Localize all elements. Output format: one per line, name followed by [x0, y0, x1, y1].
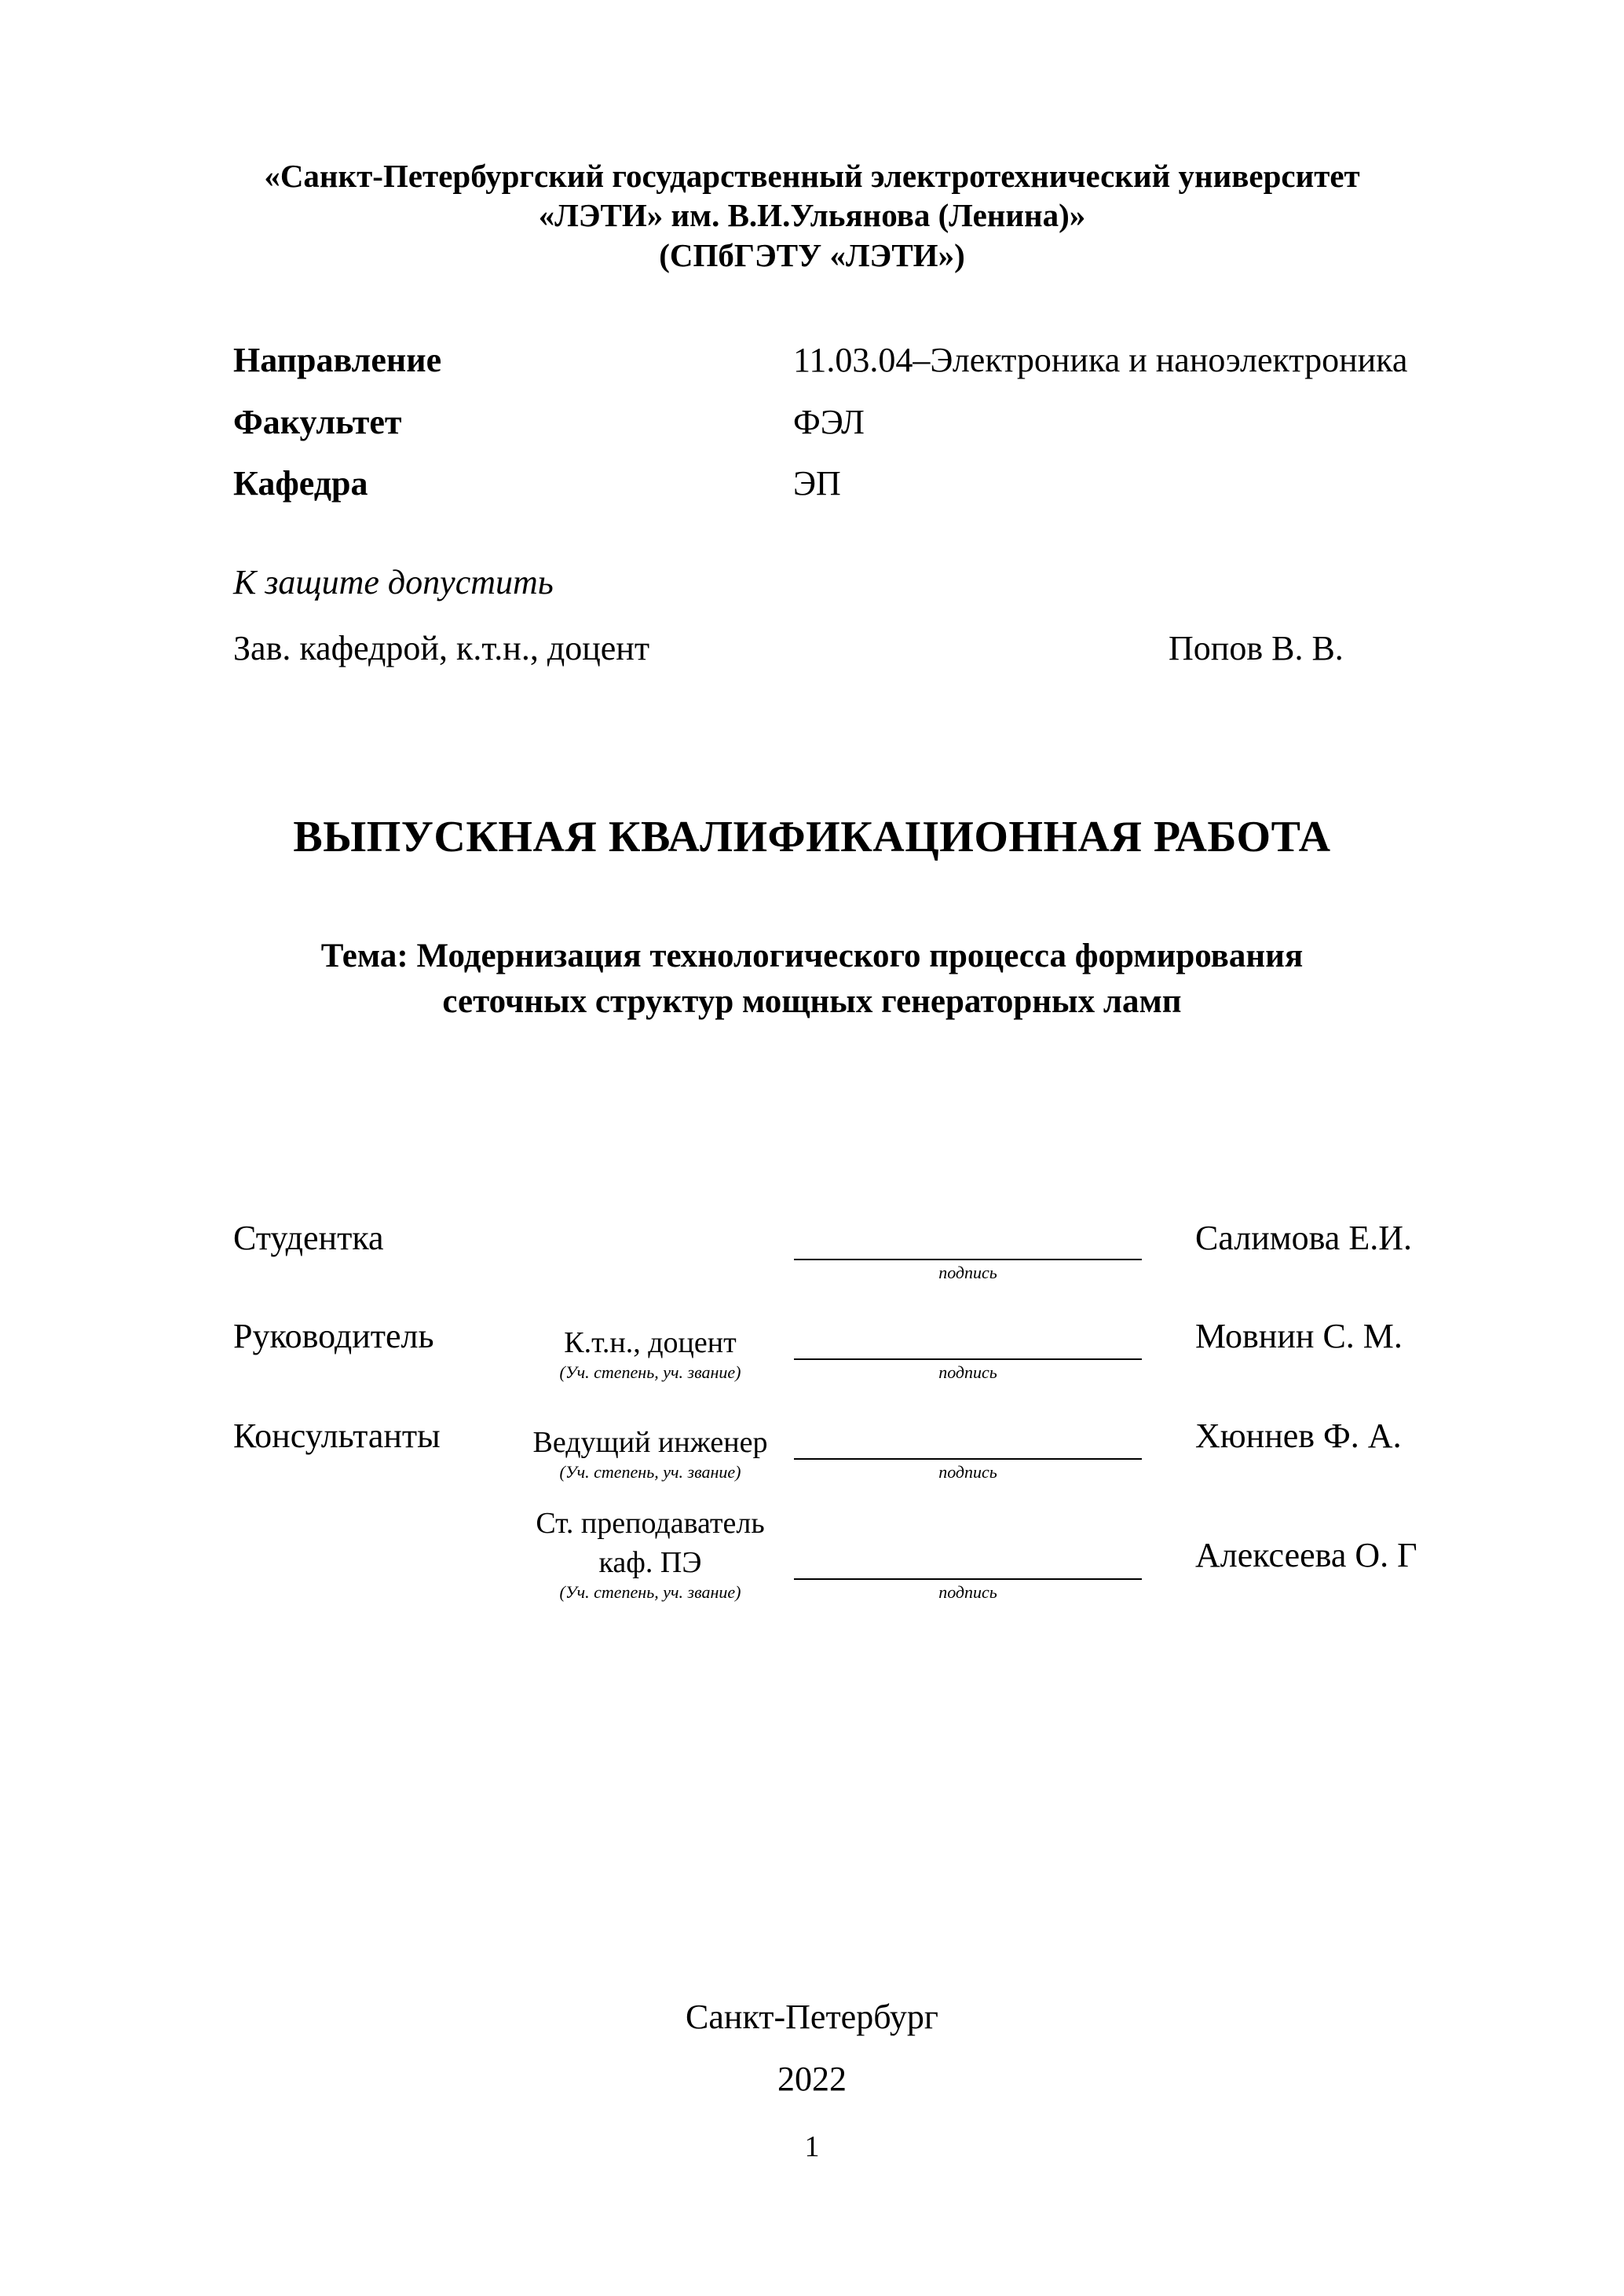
consultant2-degree-line2: каф. ПЭ — [598, 1546, 702, 1579]
consultants-role: Консультанты — [233, 1417, 441, 1455]
supervisor-degree: К.т.н., доцент — [564, 1326, 737, 1359]
topic-line2: сеточных структур мощных генераторных ламп — [442, 983, 1182, 1020]
supervisor-name: Мовнин С. М. — [1195, 1317, 1403, 1355]
consultant2-signature-caption: подпись — [938, 1582, 997, 1602]
supervisor-degree-caption: (Уч. степень, уч. звание) — [559, 1362, 741, 1382]
page-number: 1 — [804, 2130, 820, 2163]
consultant1-degree: Ведущий инженер — [532, 1426, 768, 1459]
faculty-label: Факультет — [233, 403, 402, 441]
university-name-line1: «Санкт-Петербургский государственный электротехнический университет — [264, 158, 1360, 194]
university-name-line2: «ЛЭТИ» им. В.И.Ульянова (Ленина)» — [538, 197, 1086, 233]
consultant2-name: Алексеева О. Г — [1195, 1536, 1417, 1574]
year: 2022 — [777, 2060, 847, 2098]
consultant1-degree-caption: (Уч. степень, уч. звание) — [559, 1462, 741, 1482]
document-title: ВЫПУСКНАЯ КВАЛИФИКАЦИОННАЯ РАБОТА — [293, 813, 1331, 861]
student-signature-line — [794, 1259, 1142, 1260]
supervisor-signature-caption: подпись — [938, 1362, 997, 1382]
city: Санкт-Петербург — [686, 1998, 938, 2036]
consultant2-degree-line1: Ст. преподаватель — [536, 1507, 765, 1540]
consultant2-degree-caption: (Уч. степень, уч. звание) — [559, 1582, 741, 1602]
approval-name: Попов В. В. — [1169, 629, 1344, 667]
direction-value: 11.03.04–Электроника и наноэлектроника — [793, 341, 1408, 379]
consultant2-signature-line — [794, 1578, 1142, 1580]
topic-line1: Тема: Модернизация технологического процесса формирования — [320, 938, 1304, 974]
university-abbreviation: (СПбГЭТУ «ЛЭТИ») — [659, 237, 965, 273]
consultant1-signature-line — [794, 1458, 1142, 1460]
department-value: ЭП — [793, 464, 841, 503]
approval-note: К защите допустить — [233, 563, 554, 601]
supervisor-role: Руководитель — [233, 1317, 434, 1355]
approval-position: Зав. кафедрой, к.т.н., доцент — [233, 629, 650, 667]
department-label: Кафедра — [233, 464, 368, 503]
student-name: Салимова Е.И. — [1195, 1219, 1412, 1257]
student-signature-caption: подпись — [938, 1263, 997, 1282]
student-role: Студентка — [233, 1219, 384, 1257]
consultant1-signature-caption: подпись — [938, 1462, 997, 1482]
faculty-value: ФЭЛ — [793, 403, 865, 441]
direction-label: Направление — [233, 341, 442, 379]
consultant1-name: Хюннев Ф. А. — [1195, 1417, 1402, 1455]
supervisor-signature-line — [794, 1358, 1142, 1360]
